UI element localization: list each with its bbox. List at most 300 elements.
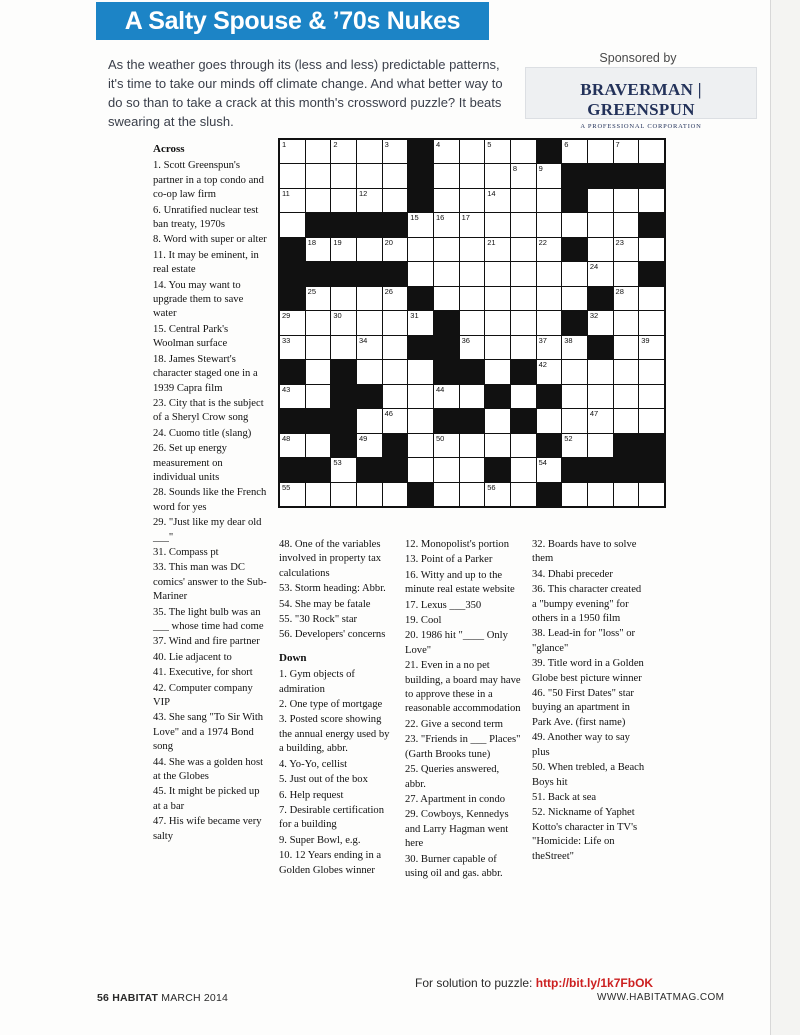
grid-cell[interactable] bbox=[588, 213, 613, 236]
grid-cell[interactable] bbox=[280, 336, 305, 359]
grid-block bbox=[408, 336, 433, 359]
grid-cell[interactable] bbox=[614, 140, 639, 163]
grid-cell[interactable] bbox=[537, 213, 562, 236]
clue-number: 32 bbox=[589, 311, 599, 321]
grid-cell[interactable] bbox=[383, 140, 408, 163]
grid-block bbox=[434, 336, 459, 359]
across-clue: 56. Developers' concerns bbox=[279, 629, 386, 641]
grid-block bbox=[306, 409, 331, 432]
grid-cell[interactable] bbox=[357, 409, 382, 432]
grid-block bbox=[485, 385, 510, 408]
grid-block bbox=[383, 434, 408, 457]
grid-block bbox=[306, 458, 331, 481]
across-clue: 43. She sang "To Sir With Love" and a 1974 Bond song bbox=[153, 712, 264, 753]
grid-block bbox=[331, 434, 356, 457]
grid-cell[interactable] bbox=[485, 262, 510, 285]
grid-cell[interactable] bbox=[280, 140, 305, 163]
grid-cell[interactable] bbox=[306, 360, 331, 383]
grid-cell[interactable] bbox=[306, 287, 331, 310]
sponsor-label: Sponsored by bbox=[599, 51, 677, 65]
grid-block bbox=[639, 262, 664, 285]
grid-block bbox=[562, 458, 587, 481]
down-clue: 36. This character created a "bumpy evening" for others in a 1950 film bbox=[532, 584, 642, 625]
grid-cell[interactable] bbox=[614, 360, 639, 383]
grid-cell[interactable] bbox=[562, 140, 587, 163]
grid-cell[interactable] bbox=[537, 262, 562, 285]
grid-cell[interactable] bbox=[306, 483, 331, 506]
grid-block bbox=[537, 140, 562, 163]
clue-number: 34 bbox=[358, 335, 368, 345]
grid-cell[interactable] bbox=[485, 287, 510, 310]
grid-cell[interactable] bbox=[614, 483, 639, 506]
grid-cell[interactable] bbox=[280, 189, 305, 212]
grid-cell[interactable] bbox=[306, 434, 331, 457]
grid-cell[interactable] bbox=[511, 385, 536, 408]
grid-block bbox=[639, 164, 664, 187]
grid-cell[interactable] bbox=[639, 385, 664, 408]
clue-number: 3 bbox=[384, 140, 389, 149]
grid-cell[interactable] bbox=[306, 238, 331, 261]
grid-cell[interactable] bbox=[614, 238, 639, 261]
grid-cell[interactable] bbox=[614, 336, 639, 359]
down-clue: 3. Posted score showing the annual energy used by a building, abbr. bbox=[279, 714, 390, 755]
across-clue: 44. She was a golden host at the Globes bbox=[153, 756, 264, 783]
down-clue: 16. Witty and up to the minute real estate website bbox=[405, 569, 515, 596]
grid-cell[interactable] bbox=[588, 140, 613, 163]
grid-cell[interactable] bbox=[357, 311, 382, 334]
grid-cell[interactable] bbox=[357, 483, 382, 506]
grid-cell[interactable] bbox=[460, 213, 485, 236]
across-clue: 28. Sounds like the French word for yes bbox=[153, 487, 267, 513]
clue-number: 29 bbox=[282, 311, 291, 321]
across-clue: 45. It might be picked up at a bar bbox=[153, 786, 260, 812]
page-title: A Salty Spouse & ’70s Nukes bbox=[96, 2, 489, 40]
grid-cell[interactable] bbox=[357, 287, 382, 310]
grid-cell[interactable] bbox=[357, 336, 382, 359]
grid-block bbox=[562, 238, 587, 261]
grid-block bbox=[639, 434, 664, 457]
grid-cell[interactable] bbox=[280, 213, 305, 236]
grid-cell[interactable] bbox=[383, 189, 408, 212]
grid-cell[interactable] bbox=[331, 458, 356, 481]
grid-cell[interactable] bbox=[639, 238, 664, 261]
grid-block bbox=[460, 360, 485, 383]
grid-cell[interactable] bbox=[460, 311, 485, 334]
sponsor-subtitle: A PROFESSIONAL CORPORATION bbox=[580, 123, 702, 130]
grid-block bbox=[280, 238, 305, 261]
grid-block bbox=[614, 164, 639, 187]
grid-cell[interactable] bbox=[511, 483, 536, 506]
grid-cell[interactable] bbox=[639, 483, 664, 506]
grid-cell[interactable] bbox=[280, 385, 305, 408]
grid-cell[interactable] bbox=[306, 311, 331, 334]
grid-cell[interactable] bbox=[434, 262, 459, 285]
grid-cell[interactable] bbox=[639, 140, 664, 163]
grid-cell[interactable] bbox=[639, 409, 664, 432]
grid-cell[interactable] bbox=[562, 360, 587, 383]
across-clue: 41. Executive, for short bbox=[153, 667, 253, 679]
clue-number: 4 bbox=[435, 140, 441, 149]
grid-cell[interactable] bbox=[614, 409, 639, 432]
grid-cell[interactable] bbox=[537, 238, 562, 261]
grid-cell[interactable] bbox=[485, 213, 510, 236]
across-clue: 31. Compass pt bbox=[153, 546, 219, 558]
grid-block bbox=[511, 409, 536, 432]
clue-number: 38 bbox=[564, 335, 573, 345]
solution-link[interactable]: http://bit.ly/1k7FbOK bbox=[535, 976, 654, 990]
across-clue: 29. "Just like my dear old ___" bbox=[153, 517, 262, 543]
grid-cell[interactable] bbox=[408, 458, 433, 481]
grid-cell[interactable] bbox=[562, 336, 587, 359]
clue-column-3 bbox=[405, 538, 521, 882]
grid-cell[interactable] bbox=[434, 189, 459, 212]
down-clue: 51. Back at sea bbox=[532, 791, 597, 803]
grid-cell[interactable] bbox=[357, 360, 382, 383]
down-clue: 39. Title word in a Golden Globe best picture winner bbox=[532, 658, 644, 684]
grid-cell[interactable] bbox=[408, 213, 433, 236]
grid-cell[interactable] bbox=[460, 262, 485, 285]
across-clue: 11. It may be eminent, in real estate bbox=[153, 249, 259, 276]
grid-block bbox=[357, 458, 382, 481]
grid-cell[interactable] bbox=[485, 311, 510, 334]
down-clue: 10. 12 Years ending in a Golden Globes winner bbox=[279, 850, 382, 876]
grid-cell[interactable] bbox=[460, 336, 485, 359]
across-clue: 42. Computer company VIP bbox=[153, 682, 253, 709]
grid-cell[interactable] bbox=[460, 238, 485, 261]
clue-number: 15 bbox=[410, 213, 419, 223]
across-clue: 6. Unratified nuclear test ban treaty, 1970s bbox=[153, 204, 259, 231]
crossword-grid[interactable] bbox=[278, 138, 666, 508]
clue-column-1 bbox=[153, 142, 267, 845]
grid-cell[interactable] bbox=[331, 238, 356, 261]
grid-cell[interactable] bbox=[562, 213, 587, 236]
grid-cell[interactable] bbox=[485, 140, 510, 163]
clue-number: 21 bbox=[487, 237, 496, 247]
down-clue: 4. Yo-Yo, cellist bbox=[279, 758, 348, 770]
grid-cell[interactable] bbox=[408, 409, 433, 432]
grid-cell[interactable] bbox=[306, 140, 331, 163]
grid-cell[interactable] bbox=[306, 164, 331, 187]
grid-cell[interactable] bbox=[408, 385, 433, 408]
grid-block bbox=[639, 458, 664, 481]
grid-cell[interactable] bbox=[408, 262, 433, 285]
across-clue: 33. This man was DC comics' answer to the Sub-Mariner bbox=[153, 562, 267, 603]
grid-block bbox=[537, 434, 562, 457]
grid-cell[interactable] bbox=[562, 287, 587, 310]
grid-cell[interactable] bbox=[331, 189, 356, 212]
grid-cell[interactable] bbox=[331, 140, 356, 163]
sponsor-logo bbox=[525, 67, 757, 130]
grid-cell[interactable] bbox=[511, 189, 536, 212]
grid-cell[interactable] bbox=[511, 140, 536, 163]
grid-cell[interactable] bbox=[331, 287, 356, 310]
grid-cell[interactable] bbox=[357, 434, 382, 457]
grid-cell[interactable] bbox=[614, 311, 639, 334]
grid-cell[interactable] bbox=[306, 385, 331, 408]
grid-cell[interactable] bbox=[588, 311, 613, 334]
clue-number: 16 bbox=[435, 213, 445, 223]
grid-block bbox=[357, 213, 382, 236]
grid-cell[interactable] bbox=[511, 311, 536, 334]
grid-cell[interactable] bbox=[460, 434, 485, 457]
grid-cell[interactable] bbox=[434, 164, 459, 187]
grid-cell[interactable] bbox=[537, 336, 562, 359]
clue-number: 44 bbox=[435, 384, 445, 394]
clue-number: 1 bbox=[282, 140, 287, 149]
grid-block bbox=[434, 360, 459, 383]
grid-cell[interactable] bbox=[537, 311, 562, 334]
grid-cell[interactable] bbox=[562, 262, 587, 285]
grid-cell[interactable] bbox=[614, 287, 639, 310]
grid-cell[interactable] bbox=[485, 238, 510, 261]
grid-cell[interactable] bbox=[511, 164, 536, 187]
clue-number: 30 bbox=[333, 311, 342, 321]
across-clue: 1. Scott Greenspun's partner in a top condo and co-op law firm bbox=[153, 160, 264, 201]
grid-cell[interactable] bbox=[588, 238, 613, 261]
grid-block bbox=[383, 262, 408, 285]
grid-cell[interactable] bbox=[485, 483, 510, 506]
across-clue: 55. "30 Rock" star bbox=[279, 614, 358, 626]
grid-cell[interactable] bbox=[280, 311, 305, 334]
grid-cell[interactable] bbox=[408, 238, 433, 261]
grid-cell[interactable] bbox=[434, 434, 459, 457]
grid-cell[interactable] bbox=[383, 164, 408, 187]
clue-number: 37 bbox=[538, 335, 547, 345]
grid-cell[interactable] bbox=[639, 360, 664, 383]
grid-cell[interactable] bbox=[588, 483, 613, 506]
grid-cell[interactable] bbox=[562, 385, 587, 408]
grid-block bbox=[331, 385, 356, 408]
grid-block bbox=[280, 287, 305, 310]
grid-cell[interactable] bbox=[485, 164, 510, 187]
clue-number: 25 bbox=[307, 286, 316, 296]
down-clue: 52. Nickname of Yaphet Kotto's character in TV's "Homicide: Life on theStreet" bbox=[532, 807, 638, 862]
grid-cell[interactable] bbox=[537, 189, 562, 212]
down-clue: 1. Gym objects of admiration bbox=[279, 669, 355, 695]
down-clue: 6. Help request bbox=[279, 789, 344, 801]
clue-number: 39 bbox=[641, 335, 650, 345]
grid-block bbox=[306, 213, 331, 236]
grid-cell[interactable] bbox=[537, 164, 562, 187]
clue-number: 42 bbox=[538, 360, 547, 370]
publication-name: HABITAT bbox=[112, 992, 159, 1004]
grid-cell[interactable] bbox=[434, 140, 459, 163]
grid-cell[interactable] bbox=[588, 409, 613, 432]
clue-number: 24 bbox=[589, 262, 599, 272]
grid-cell[interactable] bbox=[434, 238, 459, 261]
grid-cell[interactable] bbox=[408, 311, 433, 334]
grid-block bbox=[485, 458, 510, 481]
down-clue: 29. Cowboys, Kennedys and Larry Hagman went here bbox=[405, 809, 509, 850]
grid-cell[interactable] bbox=[383, 238, 408, 261]
down-clue: 21. Even in a no pet building, a board may have to approve these in a reasonable accommodation bbox=[405, 660, 521, 715]
grid-cell[interactable] bbox=[280, 164, 305, 187]
grid-cell[interactable] bbox=[511, 458, 536, 481]
down-clue: 25. Queries answered, abbr. bbox=[405, 764, 500, 790]
grid-cell[interactable] bbox=[588, 360, 613, 383]
clue-number: 31 bbox=[410, 311, 419, 321]
down-clue: 9. Super Bowl, e.g. bbox=[279, 834, 361, 846]
down-clue: 19. Cool bbox=[405, 615, 442, 627]
grid-cell[interactable] bbox=[511, 213, 536, 236]
grid-cell[interactable] bbox=[357, 140, 382, 163]
grid-cell[interactable] bbox=[331, 311, 356, 334]
grid-cell[interactable] bbox=[460, 483, 485, 506]
grid-cell[interactable] bbox=[460, 458, 485, 481]
grid-block bbox=[280, 409, 305, 432]
clue-number: 5 bbox=[487, 140, 492, 149]
grid-cell[interactable] bbox=[485, 360, 510, 383]
across-clue: 14. You may want to upgrade them to save water bbox=[153, 279, 244, 320]
grid-cell[interactable] bbox=[485, 434, 510, 457]
grid-cell[interactable] bbox=[434, 458, 459, 481]
grid-cell[interactable] bbox=[434, 385, 459, 408]
down-clue: 20. 1986 hit "____ Only Love" bbox=[405, 630, 508, 656]
grid-cell[interactable] bbox=[485, 189, 510, 212]
grid-cell[interactable] bbox=[588, 262, 613, 285]
grid-cell[interactable] bbox=[588, 189, 613, 212]
clue-number: 20 bbox=[384, 237, 393, 247]
grid-cell[interactable] bbox=[306, 189, 331, 212]
grid-block bbox=[280, 360, 305, 383]
grid-cell[interactable] bbox=[639, 336, 664, 359]
grid-cell[interactable] bbox=[537, 287, 562, 310]
clue-number: 50 bbox=[435, 433, 445, 443]
down-clue: 30. Burner capable of using oil and gas. abbr. bbox=[405, 853, 503, 879]
grid-cell[interactable] bbox=[537, 360, 562, 383]
clue-number: 11 bbox=[282, 188, 290, 198]
grid-cell[interactable] bbox=[306, 336, 331, 359]
grid-cell[interactable] bbox=[511, 336, 536, 359]
page-footer-left bbox=[97, 992, 228, 1004]
grid-block bbox=[408, 189, 433, 212]
grid-cell[interactable] bbox=[639, 311, 664, 334]
website-url[interactable]: WWW.HABITATMAG.COM bbox=[597, 992, 725, 1003]
sponsor-name: BRAVERMAN | GREENSPUN bbox=[580, 80, 702, 119]
down-clue: 27. Apartment in condo bbox=[405, 793, 506, 805]
grid-cell[interactable] bbox=[460, 140, 485, 163]
grid-cell[interactable] bbox=[562, 483, 587, 506]
grid-block bbox=[280, 262, 305, 285]
grid-cell[interactable] bbox=[383, 336, 408, 359]
grid-cell[interactable] bbox=[331, 336, 356, 359]
grid-block bbox=[537, 385, 562, 408]
clue-number: 19 bbox=[333, 237, 342, 247]
grid-cell[interactable] bbox=[460, 287, 485, 310]
grid-cell[interactable] bbox=[434, 213, 459, 236]
grid-cell[interactable] bbox=[562, 434, 587, 457]
grid-cell[interactable] bbox=[280, 483, 305, 506]
grid-cell[interactable] bbox=[434, 483, 459, 506]
grid-cell[interactable] bbox=[485, 336, 510, 359]
grid-block bbox=[408, 164, 433, 187]
grid-block bbox=[511, 360, 536, 383]
grid-cell[interactable] bbox=[460, 385, 485, 408]
grid-cell[interactable] bbox=[511, 287, 536, 310]
grid-cell[interactable] bbox=[357, 164, 382, 187]
grid-cell[interactable] bbox=[434, 287, 459, 310]
grid-cell[interactable] bbox=[614, 385, 639, 408]
clue-number: 36 bbox=[461, 335, 470, 345]
grid-cell[interactable] bbox=[485, 409, 510, 432]
grid-block bbox=[331, 262, 356, 285]
grid-block bbox=[383, 458, 408, 481]
across-clue: 47. His wife became very salty bbox=[153, 816, 262, 842]
grid-cell[interactable] bbox=[383, 360, 408, 383]
grid-block bbox=[306, 262, 331, 285]
grid-cell[interactable] bbox=[588, 434, 613, 457]
grid-block bbox=[588, 287, 613, 310]
down-clue: 17. Lexus ___350 bbox=[405, 599, 482, 611]
grid-cell[interactable] bbox=[460, 164, 485, 187]
clue-number: 46 bbox=[384, 409, 393, 419]
grid-cell[interactable] bbox=[408, 360, 433, 383]
across-clue: 37. Wind and fire partner bbox=[153, 636, 260, 648]
clue-number: 55 bbox=[282, 482, 291, 492]
grid-cell[interactable] bbox=[614, 262, 639, 285]
grid-cell[interactable] bbox=[588, 385, 613, 408]
grid-cell[interactable] bbox=[383, 311, 408, 334]
grid-block bbox=[562, 164, 587, 187]
clue-number: 43 bbox=[282, 384, 291, 394]
grid-cell[interactable] bbox=[614, 213, 639, 236]
grid-cell[interactable] bbox=[280, 434, 305, 457]
down-clue: 46. "50 First Dates" star buying an apartment in Park Ave. (first name) bbox=[532, 688, 634, 728]
grid-cell[interactable] bbox=[383, 483, 408, 506]
grid-block bbox=[383, 213, 408, 236]
across-clue: 53. Storm heading: Abbr. bbox=[279, 583, 386, 595]
grid-cell[interactable] bbox=[639, 287, 664, 310]
grid-cell[interactable] bbox=[562, 409, 587, 432]
grid-block bbox=[331, 409, 356, 432]
grid-block bbox=[434, 409, 459, 432]
grid-block bbox=[357, 262, 382, 285]
grid-cell[interactable] bbox=[614, 189, 639, 212]
solution-note bbox=[415, 976, 653, 990]
grid-cell[interactable] bbox=[331, 483, 356, 506]
grid-cell[interactable] bbox=[460, 189, 485, 212]
grid-cell[interactable] bbox=[537, 458, 562, 481]
grid-cell[interactable] bbox=[383, 409, 408, 432]
grid-block bbox=[562, 189, 587, 212]
grid-cell[interactable] bbox=[331, 164, 356, 187]
across-clue: 26. Set up energy measurement on individual units bbox=[153, 443, 227, 483]
grid-block bbox=[588, 458, 613, 481]
grid-block bbox=[408, 483, 433, 506]
grid-cell[interactable] bbox=[408, 434, 433, 457]
grid-cell[interactable] bbox=[357, 189, 382, 212]
grid-cell[interactable] bbox=[383, 287, 408, 310]
across-clue: 48. One of the variables involved in property tax calculations bbox=[279, 539, 382, 579]
clue-number: 18 bbox=[307, 237, 316, 247]
clue-number: 54 bbox=[538, 458, 547, 468]
grid-cell[interactable] bbox=[383, 385, 408, 408]
clue-number: 28 bbox=[615, 286, 624, 296]
clue-number: 53 bbox=[333, 458, 342, 468]
across-clue: 54. She may be fatale bbox=[279, 598, 371, 610]
grid-cell[interactable] bbox=[511, 434, 536, 457]
clue-number: 17 bbox=[461, 213, 470, 223]
grid-cell[interactable] bbox=[357, 238, 382, 261]
grid-cell[interactable] bbox=[511, 262, 536, 285]
grid-cell[interactable] bbox=[537, 409, 562, 432]
clue-number: 33 bbox=[282, 335, 291, 345]
grid-cell[interactable] bbox=[511, 238, 536, 261]
down-clue: 23. "Friends in ___ Places" (Garth Brooks tune) bbox=[405, 734, 521, 760]
clue-number: 2 bbox=[333, 140, 338, 149]
grid-cell[interactable] bbox=[639, 189, 664, 212]
clue-number: 22 bbox=[538, 237, 547, 247]
